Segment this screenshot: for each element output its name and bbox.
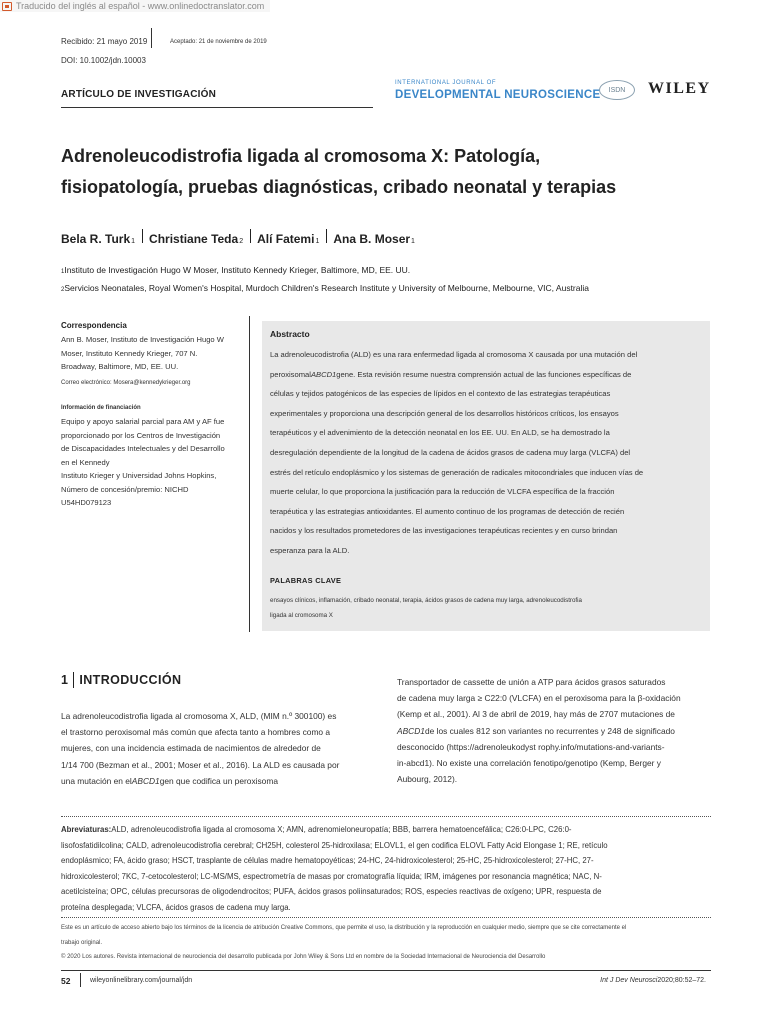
abstract-line: muerte celular, lo que proporciona la justificación para la reducción de VLCFA específica de la fracción [270, 487, 615, 497]
abbreviations [61, 822, 665, 915]
author-name[interactable]: Ana B. Moser [333, 232, 411, 246]
keywords-line: ensayos clínicos, inflamación, cribado neonatal, terapia, ácidos grasos de cadena muy larga, adrenoleucodistrofia [270, 597, 582, 604]
journal-url[interactable]: wileyonlinelibrary.com/journal/jdn [90, 977, 193, 984]
header-divider [151, 28, 152, 48]
affiliation-number: 2 [61, 287, 65, 293]
abbreviations-line: lisofosfatidilcolina; CALD, adrenoleucodistrofia cerebral; CH25H, colesterol 25-hidroxilasa; ELOVL1, el gen codifica ELOVL Fatty Acid Elongase 1; RE, retículo [61, 840, 608, 850]
section-number: 1 [61, 673, 69, 687]
sidebar-divider [249, 316, 250, 632]
funding-line: de Discapacidades Intelectuales y del Desarrollo [61, 444, 225, 453]
abbreviations-label: Abreviaturas: [61, 825, 112, 834]
intro-gene-name: ABCD1 [397, 725, 425, 736]
funding-info [61, 415, 241, 510]
intro-line: desconocido (https://adrenoleukodyst rophy.info/mutations-and-variants- [397, 741, 665, 752]
license-line: trabajo original. [61, 939, 103, 946]
journal-citation-name: Int J Dev Neurosci [600, 977, 658, 984]
intro-left-column [61, 708, 381, 789]
abbreviations-line [61, 822, 665, 838]
author-list [61, 229, 415, 246]
affiliation-text: Servicios Neonatales, Royal Women's Hospital, Murdoch Children's Research Institute y University of Melbourne, Melbourne, VIC, Australia [64, 283, 589, 293]
accepted-date: Aceptado: 21 de noviembre de 2019 [170, 39, 267, 45]
abbreviations-line: endoplásmico; FA, ácido graso; HSCT, trasplante de células madre hematopoyéticas; 24-HC, 24-hidroxicolesterol; 25-HC, 25-hidroxicolesterol; 27-HC, 27- [61, 856, 594, 865]
abstract-line: células y tejidos patogénicos de las especies de lípidos en el contexto de las estrategias terapéuticas [270, 389, 611, 399]
abbreviations-line: proteína desplegada; VLCFA, ácidos grasos de cadena muy larga. [61, 902, 291, 912]
abstract-text [270, 345, 702, 561]
abstract-line: La adrenoleucodistrofia (ALD) es una rara enfermedad ligada al cromosoma X causada por una mutación del [270, 350, 638, 359]
abstract-gene-name: ABCD1 [310, 369, 337, 379]
intro-line: in-abcd1). No existe una correlación fenotipo/genotipo (Kemp, Berger y [397, 758, 661, 769]
journal-name: DEVELOPMENTAL NEUROSCIENCE [395, 89, 601, 101]
correspondence-address [61, 333, 241, 374]
funding-line: proporcionado por los Centros de Investigación [61, 430, 221, 440]
affiliation-1 [61, 265, 410, 275]
abstract-title: Abstracto [270, 329, 310, 339]
intro-line: 1/14 700 (Bezman et al., 2001; Moser et al., 2016). La ALD es causada por [61, 759, 340, 770]
keywords-text [270, 593, 690, 623]
abstract-line: estrés del retículo endoplásmico y los sistemas de generación de radicales mitocondriales que inducen vías de [270, 467, 644, 477]
wiley-logo: WILEY [648, 80, 711, 97]
author-separator [142, 229, 143, 243]
article-type: ARTÍCULO DE INVESTIGACIÓN [61, 89, 217, 100]
abstract-line: desregulación dependiente de la longitud de la cadena de ácidos grasos de cadena muy larga (VLCFA) del [270, 447, 631, 457]
funding-line: en el Kennedy [61, 457, 110, 467]
isdn-logo: ISDN [599, 80, 635, 100]
license-line: Este es un artículo de acceso abierto bajo los términos de la licencia de atribución Creative Commons, que permite el uso, la distribución y la reproducción en cualquier medio, siempre que se cite correctamente el [61, 925, 627, 931]
doi[interactable]: DOI: 10.1002/jdn.10003 [61, 56, 146, 65]
title-line-1: Adrenoleucodistrofia ligada al cromosoma X: Patología, [61, 146, 541, 166]
journal-citation-volume: 2020;80:52–72. [657, 977, 706, 984]
footer-divider [80, 973, 81, 987]
keywords-title: PALABRAS CLAVE [270, 576, 342, 585]
footer-rule [61, 970, 711, 971]
abstract-line: terapéuticos y el advenimiento de la detección neonatal en los EE. UU. En ALD, se ha demostrado la [270, 428, 610, 438]
funding-line: U54HD079123 [61, 498, 112, 507]
translator-text[interactable]: Traducido del inglés al español - www.onlinedoctranslator.com [16, 1, 265, 11]
correspondence-line: Moser, Instituto Kennedy Krieger, 707 N. [61, 348, 198, 358]
intro-line: La adrenoleucodistrofia ligada al cromosoma X, ALD, (MIM n.º 300100) es [61, 711, 337, 721]
funding-line: Instituto Krieger y Universidad Johns Hopkins, [61, 471, 217, 480]
author-separator [250, 229, 251, 243]
intro-line: una mutación en elABCD1gen que codifica un peroxisoma [61, 775, 278, 786]
intro-line: Aubourg, 2012). [397, 774, 458, 785]
abbreviations-text: ALD, adrenoleucodistrofia ligada al cromosoma X; AMN, adrenomieloneuropatía; BBB, barrera hematoencefálica; C26:0-LPC, C26:0- [111, 825, 572, 834]
intro-line: (Kemp et al., 2001). Al 3 de abril de 2019, hay más de 2707 mutaciones de [397, 709, 675, 720]
license-line: © 2020 Los autores. Revista internacional de neurociencia del desarrollo publicada por John Wiley & Sons Ltd en nombre de la Sociedad Internacional de Neurociencia del Desarrollo [61, 954, 546, 960]
correspondence-line: Ann B. Moser, Instituto de Investigación Hugo W [61, 335, 224, 344]
title-line-2: fisiopatología, pruebas diagnósticas, cribado neonatal y terapias [61, 177, 617, 197]
abbreviations-line: acetilcisteína; OPC, células precursoras de oligodendrocitos; PUFA, ácidos grasos poliinsaturados; ROS, especies reactivas de oxígeno; UPR, respuesta de [61, 887, 602, 896]
funding-line: Número de concesión/premio: NICHD [61, 484, 189, 494]
author-affiliation-number: 1 [315, 238, 320, 245]
correspondence-email[interactable]: Correo electrónico: Mosera@kennedykrieger.org [61, 380, 191, 386]
journal-name-small: INTERNATIONAL JOURNAL OF [395, 80, 497, 86]
journal-citation [600, 977, 706, 984]
author-affiliation-number: 1 [411, 238, 415, 245]
keywords-line: ligada al cromosoma X [270, 612, 333, 619]
abbreviations-line: hidroxicolesterol; 7KC, 7-cetocolesterol; LC-MS/MS, espectrometría de masas por cromatografía líquida; IRM, imágenes por resonancia magnética; NAC, N- [61, 871, 602, 881]
abstract-line: terapéutica y las estrategias antioxidantes. El aumento continuo de los programas de detección de recién [270, 506, 625, 516]
intro-line: mujeres, con una incidencia estimada de nacimientos de alrededor de [61, 743, 321, 754]
article-title [61, 141, 701, 203]
abstract-line: esperanza para la ALD. [270, 545, 350, 555]
abstract-line: nacidos y los resultados prometedores de las investigaciones terapéuticas recientes y en curso brindan [270, 526, 618, 536]
intro-gene-name: ABCD1 [131, 775, 160, 786]
abstract-line: peroxisomalABCD1gene. Esta revisión resume nuestra comprensión actual de las funciones específicas de [270, 369, 632, 379]
affiliation-2 [61, 283, 589, 293]
author-name[interactable]: Bela R. Turk [61, 232, 131, 246]
abbreviations-rule [61, 816, 711, 817]
intro-line: el trastorno peroxisomal más común que afecta tanto a hombres como a [61, 727, 331, 738]
translator-banner[interactable] [0, 0, 270, 12]
intro-right-column [397, 674, 717, 787]
section-heading-introduction [61, 672, 181, 688]
license-rule [61, 917, 711, 918]
abstract-line: experimentales y proporciona una descripción general de los desarrollos históricos críticos, los ensayos [270, 408, 619, 418]
author-separator [326, 229, 327, 243]
author-name[interactable]: Alí Fatemi [257, 232, 315, 246]
section-heading-separator [73, 672, 74, 688]
author-name[interactable]: Christiane Teda [149, 232, 239, 246]
funding-line: Equipo y apoyo salarial parcial para AM y AF fue [61, 417, 225, 426]
section-title: INTRODUCCIÓN [79, 673, 182, 687]
translate-icon [2, 2, 12, 11]
page-number: 52 [61, 976, 71, 986]
license-note [61, 921, 711, 965]
author-affiliation-number: 2 [239, 238, 244, 245]
received-date: Recibido: 21 mayo 2019 [61, 37, 148, 46]
author-affiliation-number: 1 [131, 238, 136, 245]
affiliation-text: Instituto de Investigación Hugo W Moser, Instituto Kennedy Krieger, Baltimore, MD, EE. UU. [64, 265, 411, 275]
funding-title: Información de financiación [61, 405, 141, 411]
article-type-rule [61, 107, 373, 108]
intro-line: Transportador de cassette de unión a ATP para ácidos grasos saturados [397, 677, 666, 687]
correspondence-title: Correspondencia [61, 321, 127, 330]
intro-line: ABCD1de los cuales 812 son variantes no recurrentes y 248 de significado [397, 725, 675, 736]
affiliation-number: 1 [61, 269, 65, 275]
correspondence-line: Broadway, Baltimore, MD, EE. UU. [61, 362, 179, 371]
intro-line: de cadena muy larga ≥ C22:0 (VLCFA) en el peroxisoma para la β-oxidación [397, 693, 681, 704]
